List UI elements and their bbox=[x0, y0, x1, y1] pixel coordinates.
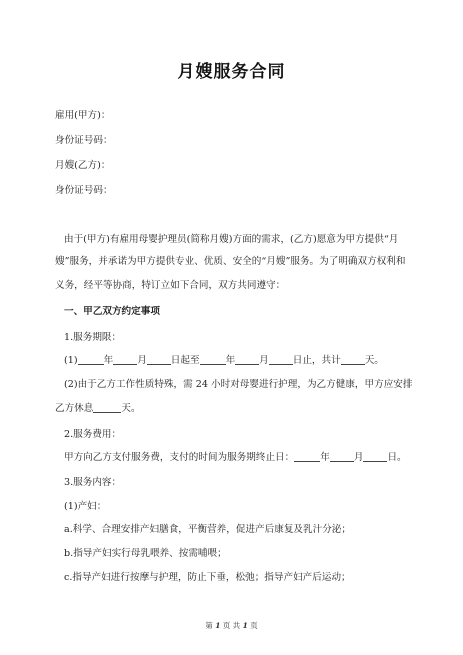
page-footer bbox=[0, 620, 463, 631]
item-3-c: c.指导产妇进行按摩与护理，防止下垂，松弛；指导产妇产后运动； bbox=[64, 572, 351, 583]
year-label: 年 bbox=[103, 355, 114, 366]
day-label: 日。 bbox=[387, 452, 407, 463]
payment-prefix: 甲方向乙方支付服务费，支付的时间为服务期终止日： bbox=[64, 452, 295, 463]
party-a-id-label: 身份证号码： bbox=[55, 135, 113, 146]
page-number: 1 bbox=[215, 621, 221, 630]
year-label: 年 bbox=[225, 355, 236, 366]
item-3-b: b.指导产妇实行母乳喂养、按需哺喂； bbox=[64, 548, 227, 559]
blank-field[interactable] bbox=[78, 354, 104, 365]
item-prefix: (1) bbox=[64, 355, 78, 366]
blank-field[interactable] bbox=[200, 354, 226, 365]
item-3-1-label: (1)产妇： bbox=[64, 501, 107, 512]
blank-field[interactable] bbox=[269, 354, 293, 365]
blank-field[interactable] bbox=[363, 451, 387, 462]
blank-field[interactable] bbox=[330, 451, 354, 462]
month-label: 月 bbox=[259, 355, 269, 366]
month-label: 月 bbox=[353, 452, 364, 463]
day-label: 日起至 bbox=[170, 355, 200, 366]
party-b-id-label: 身份证号码： bbox=[55, 185, 113, 196]
rest-line-1: (2)由于乙方工作性质特殊，需 24 小时对母婴进行护理，为乙方健康，甲方应安排 bbox=[64, 379, 413, 390]
blank-field[interactable] bbox=[294, 451, 320, 462]
service-period-line bbox=[64, 354, 424, 367]
blank-field[interactable] bbox=[93, 402, 121, 413]
payment-line bbox=[64, 451, 424, 464]
item-3-a: a.科学、合理安排产妇膳食，平衡营养，促进产后康复及乳汁分泌； bbox=[64, 524, 351, 535]
party-a-label: 雇用(甲方)： bbox=[55, 110, 111, 121]
blank-field[interactable] bbox=[235, 354, 259, 365]
party-b-label: 月嫂(乙方)： bbox=[55, 160, 111, 171]
intro-line-1: 由于(甲方)有雇用母婴护理员(简称月嫂)方面的需求，(乙方)愿意为甲方提供“月 bbox=[64, 234, 399, 245]
blank-field[interactable] bbox=[341, 354, 365, 365]
section-heading: 一、甲乙双方约定事项 bbox=[64, 306, 160, 317]
page-title: 月嫂服务合同 bbox=[177, 62, 286, 82]
blank-field[interactable] bbox=[147, 354, 171, 365]
page-label: 第 bbox=[205, 621, 213, 630]
total-pages: 1 bbox=[242, 621, 248, 630]
blank-field[interactable] bbox=[113, 354, 137, 365]
end-label: 页 bbox=[250, 621, 258, 630]
rest-prefix: 乙方休息 bbox=[55, 403, 94, 414]
rest-suffix: 天。 bbox=[121, 403, 141, 414]
of-label: 页 共 bbox=[222, 621, 241, 630]
item-1-label: 1.服务期限： bbox=[64, 332, 122, 343]
rest-line-2 bbox=[55, 402, 415, 415]
year-label: 年 bbox=[320, 452, 330, 463]
item-2-label: 2.服务费用： bbox=[64, 429, 122, 440]
day-label: 日止，共计 bbox=[292, 355, 341, 366]
intro-line-3: 义务，经平等协商，特订立如下合同，双方共同遵守： bbox=[55, 280, 286, 291]
month-label: 月 bbox=[137, 355, 147, 366]
item-3-label: 3.服务内容： bbox=[64, 477, 122, 488]
intro-line-2: 嫂”服务，并承诺为甲方提供专业、优质、安全的“月嫂”服务。为了明确双方权利和 bbox=[55, 256, 406, 267]
days-label: 天。 bbox=[364, 355, 384, 366]
